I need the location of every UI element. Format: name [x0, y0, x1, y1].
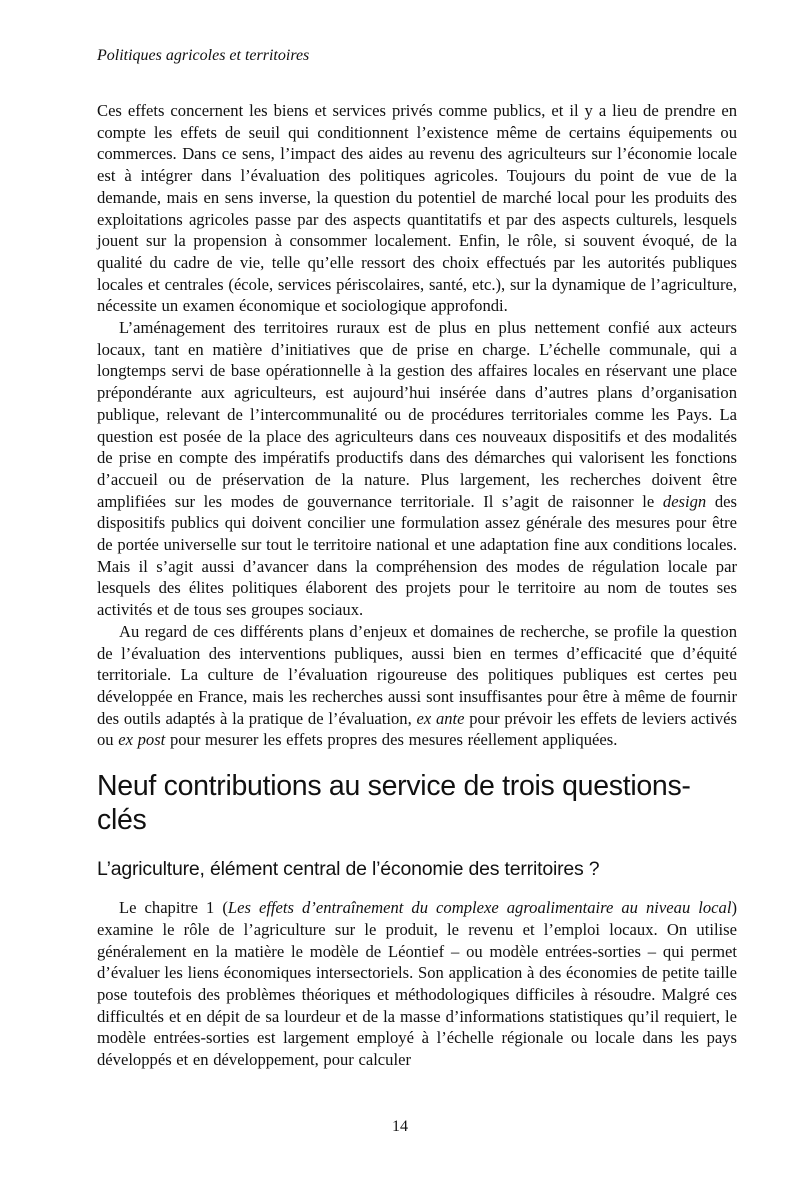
text-run: L’aménagement des territoires ruraux est de plus en plus nettement confié aux acteurs locaux, tant en matière d’initiatives que de prise en charge. L’échelle communale, qui a longtemps servi de base opérationnelle à la gestion des affaires locales en réservant une place prépondérante aux agriculteurs, est aujourd’hui insérée dans d’autres plans d’organisation publique, relevant de l’intercommunalité ou de procédures territoriales comme les Pays. La question est posée de la place des agriculteurs dans ces nouveaux dispositifs et des modalités de prise en compte des impératifs productifs dans des démarches qui valorisent les fonctions d’accueil ou de préservation de la nature. Plus largement, les recherches doivent être amplifiées sur les modes de gouvernance territoriale. Il s’agit de raisonner le: [97, 318, 737, 511]
text-column: [97, 46, 737, 1071]
italic-text-run: ex ante: [416, 708, 465, 728]
running-head: Politiques agricoles et territoires: [97, 47, 310, 64]
italic-text-run: ex post: [118, 730, 166, 750]
paragraph: [97, 100, 737, 317]
page-number: 14: [392, 1118, 408, 1135]
paragraph: [97, 317, 737, 621]
subsection-heading: L’agriculture, élément central de l’économie des territoires ?: [97, 858, 600, 881]
text-run: pour mesurer les effets propres des mesures réellement appliquées.: [165, 730, 618, 750]
italic-text-run: Les effets d’entraînement du complexe agroalimentaire au niveau local: [227, 898, 732, 918]
text-run: Au regard de ces différents plans d’enjeux et domaines de recherche, se profile la question de l’évaluation des interventions publiques, aussi bien en termes d’efficacité que d’équité territoriale. La culture de l’évaluation rigoureuse des politiques publiques est certes peu développée en France, mais les recherches aussi sont insuffisantes pour être à même de fournir des outils adaptés à la pratique de l’évaluation,: [97, 621, 737, 728]
section-heading: Neuf contributions au service de trois questions-clés: [97, 770, 691, 837]
text-run: des dispositifs publics qui doivent concilier une formulation assez générale des mesures pour être de portée universelle sur tout le territoire national et une adaptation fine aux conditions locales. Mais il s’agit aussi d’avancer dans la compréhension des modes de régulation locale par lesquels des élites politiques élaborent des projets pour le territoire au nom de toutes ses activités et de tous ses groupes sociaux.: [97, 491, 737, 620]
text-run: Ces effets concernent les biens et services privés comme publics, et il y a lieu de prendre en compte les effets de seuil qui conditionnent l’existence même de certains équipements ou commerces. Dans ce sens, l’impact des aides au revenu des agriculteurs sur l’économie locale est à intégrer dans l’évaluation des politiques agricoles. Toujours du point de vue de la demande, mais en sens inverse, la question du potentiel de marché local pour les produits des exploitations agricoles passe par des aspects quantitatifs et par des aspects culturels, lesquels jouent sur la propension à consommer localement. Enfin, le rôle, si souvent évoqué, de la qualité du cadre de vie, telle qu’elle ressort des choix effectués par les autorités publiques locales et centrales (école, services périscolaires, santé, etc.), sur la dynamique de l’agriculture, nécessite un examen économique et sociologique approfondi.: [97, 101, 737, 316]
section-paragraphs: [97, 897, 737, 1071]
paragraph: [97, 897, 737, 1071]
italic-text-run: design: [662, 491, 707, 511]
text-run: pour prévoir les effets de leviers activés ou: [97, 708, 737, 750]
text-run: Le chapitre 1 (: [119, 898, 228, 918]
intro-paragraphs: [97, 100, 737, 751]
paragraph: [97, 621, 737, 751]
text-run: ) examine le rôle de l’agriculture sur le produit, le revenu et l’emploi locaux. On utilise généralement en la matière le modèle de Léontief – ou modèle entrées-sorties – qui permet d’évaluer les liens économiques intersectoriels. Son application à des économies de petite taille pose toutefois des problèmes théoriques et méthodologiques difficiles à résoudre. Malgré ces difficultés et en dépit de sa lourdeur et de la masse d’informations statistiques qu’il requiert, le modèle entrées-sorties est largement employé à l’échelle régionale ou locale dans les pays développés et en développement, pour calculer: [97, 898, 737, 1070]
